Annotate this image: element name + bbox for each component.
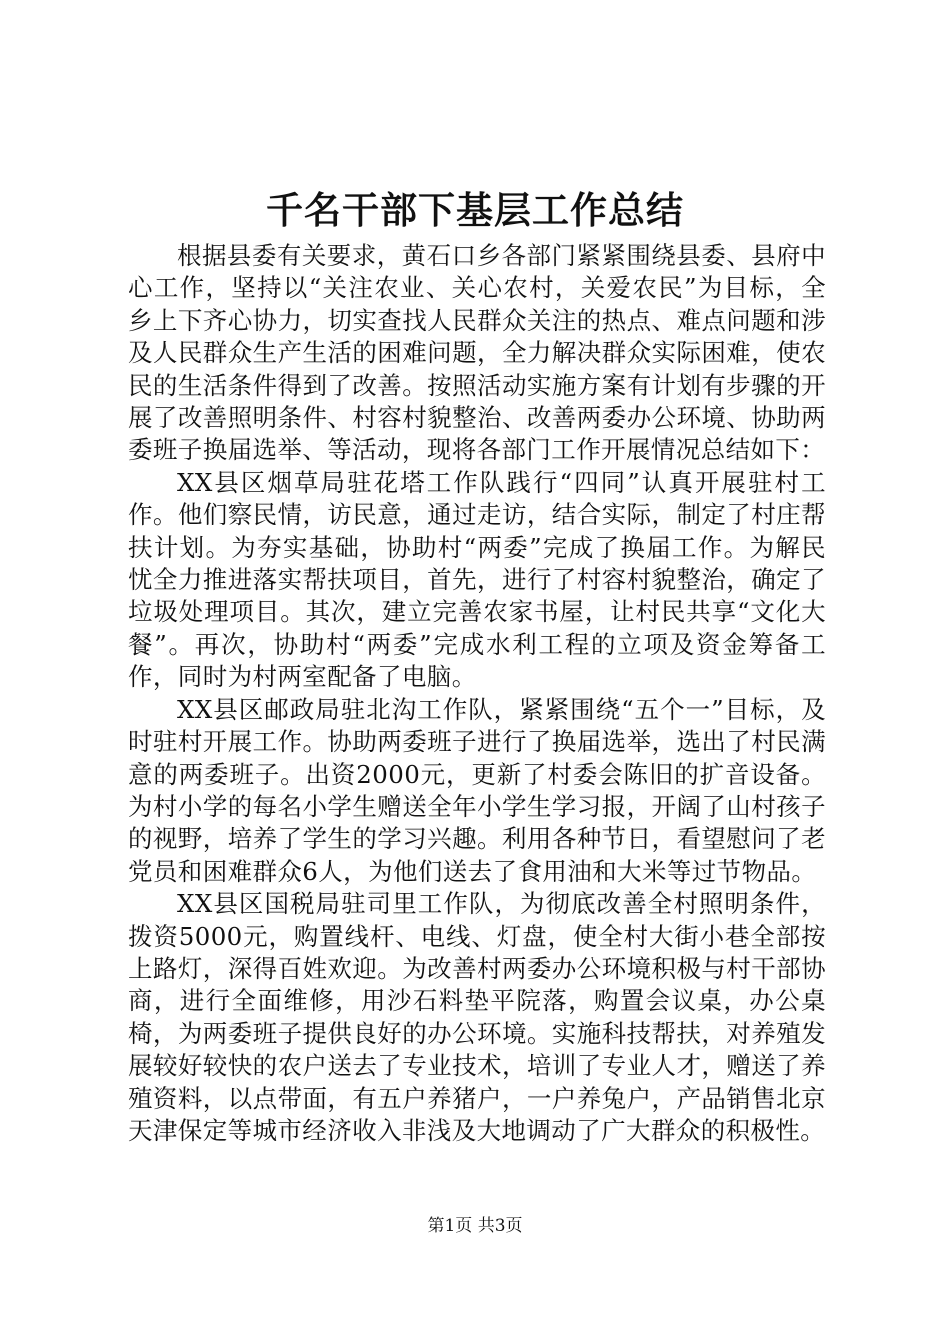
paragraph-postal-team: XX县区邮政局驻北沟工作队，紧紧围绕“五个一”目标，及时驻村开展工作。协助两委班子进行了换届选举，选出了村民满意的两委班子。出资2000元，更新了村委会陈旧的扩音设备。为村小学的每名小学生赠送全年小学生学习报，开阔了山村孩子的视野，培养了学生的学习兴趣。利用各种节日，看望慰问了老党员和困难群众6人，为他们送去了食用油和大米等过节物品。 [128, 694, 826, 886]
document-body [128, 240, 826, 1147]
page-number-footer: 第1页 共3页 [427, 1216, 523, 1236]
paragraph-intro: 根据县委有关要求，黄石口乡各部门紧紧围绕县委、县府中心工作，坚持以“关注农业、关心农村，关爱农民”为目标，全乡上下齐心协力，切实查找人民群众关注的热点、难点问题和涉及人民群众生产生活的困难问题，全力解决群众实际困难，使农民的生活条件得到了改善。按照活动实施方案有计划有步骤的开展了改善照明条件、村容村貌整治、改善两委办公环境、协助两委班子换届选举、等活动，现将各部门工作开展情况总结如下： [128, 241, 826, 465]
document-title: 千名干部下基层工作总结 [266, 188, 684, 232]
paragraph-tax-team: XX县区国税局驻司里工作队，为彻底改善全村照明条件，拨资5000元，购置线杆、电线、灯盘，使全村大街小巷全部按上路灯，深得百姓欢迎。为改善村两委办公环境积极与村干部协商，进行全面维修，用沙石料垫平院落，购置会议桌，办公桌椅，为两委班子提供良好的办公环境。实施科技帮扶，对养殖发展较好较快的农户送去了专业技术，培训了专业人才，赠送了养殖资料，以点带面，有五户养猪户，一户养兔户，产品销售北京天津保定等城市经济收入非浅及大地调动了广大群众的积极性。 [128, 889, 826, 1145]
paragraph-tobacco-team: XX县区烟草局驻花塔工作队践行“四同”认真开展驻村工作。他们察民情，访民意，通过走访，结合实际，制定了村庄帮扶计划。为夯实基础，协助村“两委”完成了换届工作。为解民忧全力推进落实帮扶项目，首先，进行了村容村貌整治，确定了垃圾处理项目。其次，建立完善农家书屋，让村民共享“文化大餐”。再次，协助村“两委”完成水利工程的立项及资金筹备工作，同时为村两室配备了电脑。 [128, 467, 826, 692]
